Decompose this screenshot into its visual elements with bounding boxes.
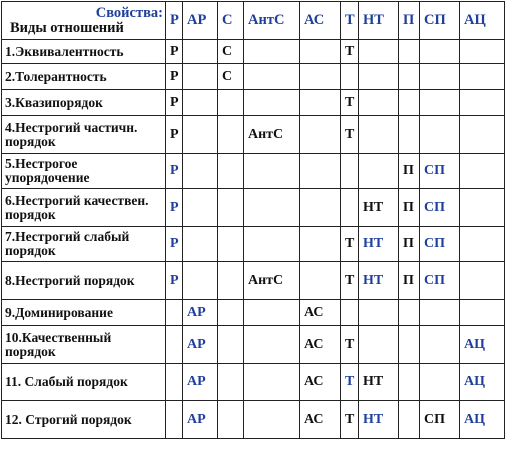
property-cell bbox=[300, 90, 341, 116]
property-cell bbox=[218, 364, 244, 401]
property-cell bbox=[341, 189, 359, 227]
property-cell: Т bbox=[341, 40, 359, 64]
property-cell: Т bbox=[341, 227, 359, 262]
property-cell bbox=[460, 90, 505, 116]
col-header-ac: АЦ bbox=[460, 2, 505, 40]
property-cell: СП bbox=[420, 401, 460, 439]
relation-name-cell: 10.Качественный порядок bbox=[2, 326, 166, 364]
table-row bbox=[2, 262, 505, 300]
table-row bbox=[2, 189, 505, 227]
property-cell bbox=[399, 300, 420, 326]
property-cell bbox=[359, 90, 399, 116]
property-cell: Т bbox=[341, 326, 359, 364]
table-row bbox=[2, 40, 505, 64]
property-cell: Р bbox=[166, 189, 183, 227]
property-cell: СП bbox=[420, 154, 460, 189]
property-cell bbox=[166, 326, 183, 364]
col-header-r: Р bbox=[166, 2, 183, 40]
property-cell bbox=[244, 300, 300, 326]
table-body bbox=[2, 2, 505, 439]
property-cell bbox=[183, 116, 218, 154]
table-row bbox=[2, 364, 505, 401]
property-cell bbox=[460, 189, 505, 227]
header-corner-cell bbox=[2, 2, 166, 40]
property-cell bbox=[420, 90, 460, 116]
property-cell bbox=[420, 364, 460, 401]
table-row bbox=[2, 401, 505, 439]
property-cell bbox=[218, 154, 244, 189]
property-cell: АС bbox=[300, 364, 341, 401]
property-cell bbox=[183, 189, 218, 227]
property-cell bbox=[244, 90, 300, 116]
property-cell: П bbox=[399, 262, 420, 300]
property-cell bbox=[460, 154, 505, 189]
property-cell bbox=[460, 227, 505, 262]
property-cell: Р bbox=[166, 90, 183, 116]
property-cell: НТ bbox=[359, 189, 399, 227]
property-cell: П bbox=[399, 227, 420, 262]
relation-name-cell: 1.Эквивалентность bbox=[2, 40, 166, 64]
property-cell: П bbox=[399, 189, 420, 227]
property-cell: СП bbox=[420, 189, 460, 227]
table-row bbox=[2, 300, 505, 326]
relation-name-cell: 9.Доминирование bbox=[2, 300, 166, 326]
property-cell bbox=[218, 189, 244, 227]
property-cell bbox=[460, 300, 505, 326]
property-cell bbox=[341, 300, 359, 326]
property-cell: СП bbox=[420, 227, 460, 262]
property-cell: Т bbox=[341, 116, 359, 154]
property-cell: АС bbox=[300, 326, 341, 364]
relation-name-cell: 3.Квазипорядок bbox=[2, 90, 166, 116]
property-cell: СП bbox=[420, 262, 460, 300]
property-cell: НТ bbox=[359, 227, 399, 262]
col-header-ants: АнтС bbox=[244, 2, 300, 40]
relation-name-cell: 7.Нестрогий слабый порядок bbox=[2, 227, 166, 262]
property-cell: Р bbox=[166, 262, 183, 300]
property-cell bbox=[300, 116, 341, 154]
property-cell bbox=[341, 64, 359, 90]
property-cell bbox=[460, 262, 505, 300]
property-cell: Р bbox=[166, 40, 183, 64]
property-cell bbox=[359, 326, 399, 364]
property-cell bbox=[300, 262, 341, 300]
col-header-sp: СП bbox=[420, 2, 460, 40]
property-cell bbox=[244, 64, 300, 90]
property-cell: Т bbox=[341, 401, 359, 439]
relation-types-header: Виды отношений bbox=[10, 19, 124, 36]
property-cell bbox=[300, 154, 341, 189]
property-cell: Р bbox=[166, 154, 183, 189]
property-cell: С bbox=[218, 64, 244, 90]
property-cell: Т bbox=[341, 262, 359, 300]
table-row bbox=[2, 227, 505, 262]
property-cell bbox=[460, 116, 505, 154]
table-row bbox=[2, 64, 505, 90]
property-cell bbox=[359, 154, 399, 189]
table-row bbox=[2, 90, 505, 116]
property-cell: АР bbox=[183, 326, 218, 364]
property-cell bbox=[399, 90, 420, 116]
property-cell bbox=[183, 262, 218, 300]
property-cell bbox=[420, 300, 460, 326]
property-cell bbox=[300, 189, 341, 227]
property-cell: АЦ bbox=[460, 401, 505, 439]
property-cell bbox=[183, 227, 218, 262]
property-cell bbox=[420, 326, 460, 364]
relation-name-cell: 2.Толерантность bbox=[2, 64, 166, 90]
property-cell bbox=[420, 64, 460, 90]
property-cell bbox=[244, 326, 300, 364]
property-cell bbox=[218, 116, 244, 154]
property-cell bbox=[166, 364, 183, 401]
property-cell bbox=[300, 227, 341, 262]
property-cell bbox=[183, 64, 218, 90]
property-cell bbox=[399, 40, 420, 64]
table-row bbox=[2, 326, 505, 364]
property-cell bbox=[244, 40, 300, 64]
header-row bbox=[2, 2, 505, 40]
property-cell bbox=[341, 154, 359, 189]
relation-name-cell: 12. Строгий порядок bbox=[2, 401, 166, 439]
property-cell bbox=[166, 401, 183, 439]
property-cell: Р bbox=[166, 116, 183, 154]
property-cell bbox=[166, 300, 183, 326]
property-cell bbox=[300, 40, 341, 64]
property-cell: АР bbox=[183, 401, 218, 439]
property-cell bbox=[359, 300, 399, 326]
property-cell bbox=[460, 40, 505, 64]
property-cell: Р bbox=[166, 227, 183, 262]
property-cell: НТ bbox=[359, 364, 399, 401]
property-cell bbox=[218, 90, 244, 116]
property-cell bbox=[218, 300, 244, 326]
col-header-ar: АР bbox=[183, 2, 218, 40]
property-cell bbox=[399, 326, 420, 364]
property-cell: АР bbox=[183, 364, 218, 401]
property-cell: АнтС bbox=[244, 116, 300, 154]
property-cell bbox=[420, 116, 460, 154]
property-cell bbox=[460, 64, 505, 90]
property-cell bbox=[244, 401, 300, 439]
property-cell bbox=[359, 40, 399, 64]
property-cell bbox=[244, 364, 300, 401]
property-cell bbox=[399, 116, 420, 154]
property-cell bbox=[399, 401, 420, 439]
col-header-s: С bbox=[218, 2, 244, 40]
property-cell bbox=[399, 364, 420, 401]
property-cell bbox=[359, 116, 399, 154]
property-cell: С bbox=[218, 40, 244, 64]
col-header-p: П bbox=[399, 2, 420, 40]
property-cell: АС bbox=[300, 300, 341, 326]
col-header-as: АС bbox=[300, 2, 341, 40]
property-cell bbox=[399, 64, 420, 90]
property-cell: Р bbox=[166, 64, 183, 90]
col-header-t: Т bbox=[341, 2, 359, 40]
property-cell bbox=[300, 64, 341, 90]
property-cell bbox=[420, 40, 460, 64]
property-cell bbox=[183, 90, 218, 116]
property-cell: АС bbox=[300, 401, 341, 439]
col-header-nt: НТ bbox=[359, 2, 399, 40]
table-row bbox=[2, 154, 505, 189]
relations-properties-table bbox=[1, 1, 505, 439]
property-cell: НТ bbox=[359, 401, 399, 439]
property-cell: АЦ bbox=[460, 326, 505, 364]
property-cell bbox=[218, 262, 244, 300]
relation-name-cell: 11. Слабый порядок bbox=[2, 364, 166, 401]
property-cell bbox=[244, 154, 300, 189]
property-cell: Т bbox=[341, 364, 359, 401]
relations-properties-table-figure bbox=[0, 1, 505, 449]
property-cell bbox=[244, 189, 300, 227]
property-cell bbox=[218, 401, 244, 439]
property-cell: НТ bbox=[359, 262, 399, 300]
relation-name-cell: 6.Нестрогий качествен. порядок bbox=[2, 189, 166, 227]
property-cell: Т bbox=[341, 90, 359, 116]
relation-name-cell: 5.Нестрогое упорядочение bbox=[2, 154, 166, 189]
properties-header: Свойства: bbox=[95, 4, 163, 21]
property-cell: АнтС bbox=[244, 262, 300, 300]
property-cell bbox=[183, 154, 218, 189]
property-cell bbox=[244, 227, 300, 262]
table-row bbox=[2, 116, 505, 154]
relation-name-cell: 4.Нестрогий частичн. порядок bbox=[2, 116, 166, 154]
property-cell bbox=[359, 64, 399, 90]
property-cell: П bbox=[399, 154, 420, 189]
property-cell bbox=[183, 40, 218, 64]
property-cell: АР bbox=[183, 300, 218, 326]
relation-name-cell: 8.Нестрогий порядок bbox=[2, 262, 166, 300]
property-cell bbox=[218, 326, 244, 364]
property-cell bbox=[218, 227, 244, 262]
property-cell: АЦ bbox=[460, 364, 505, 401]
